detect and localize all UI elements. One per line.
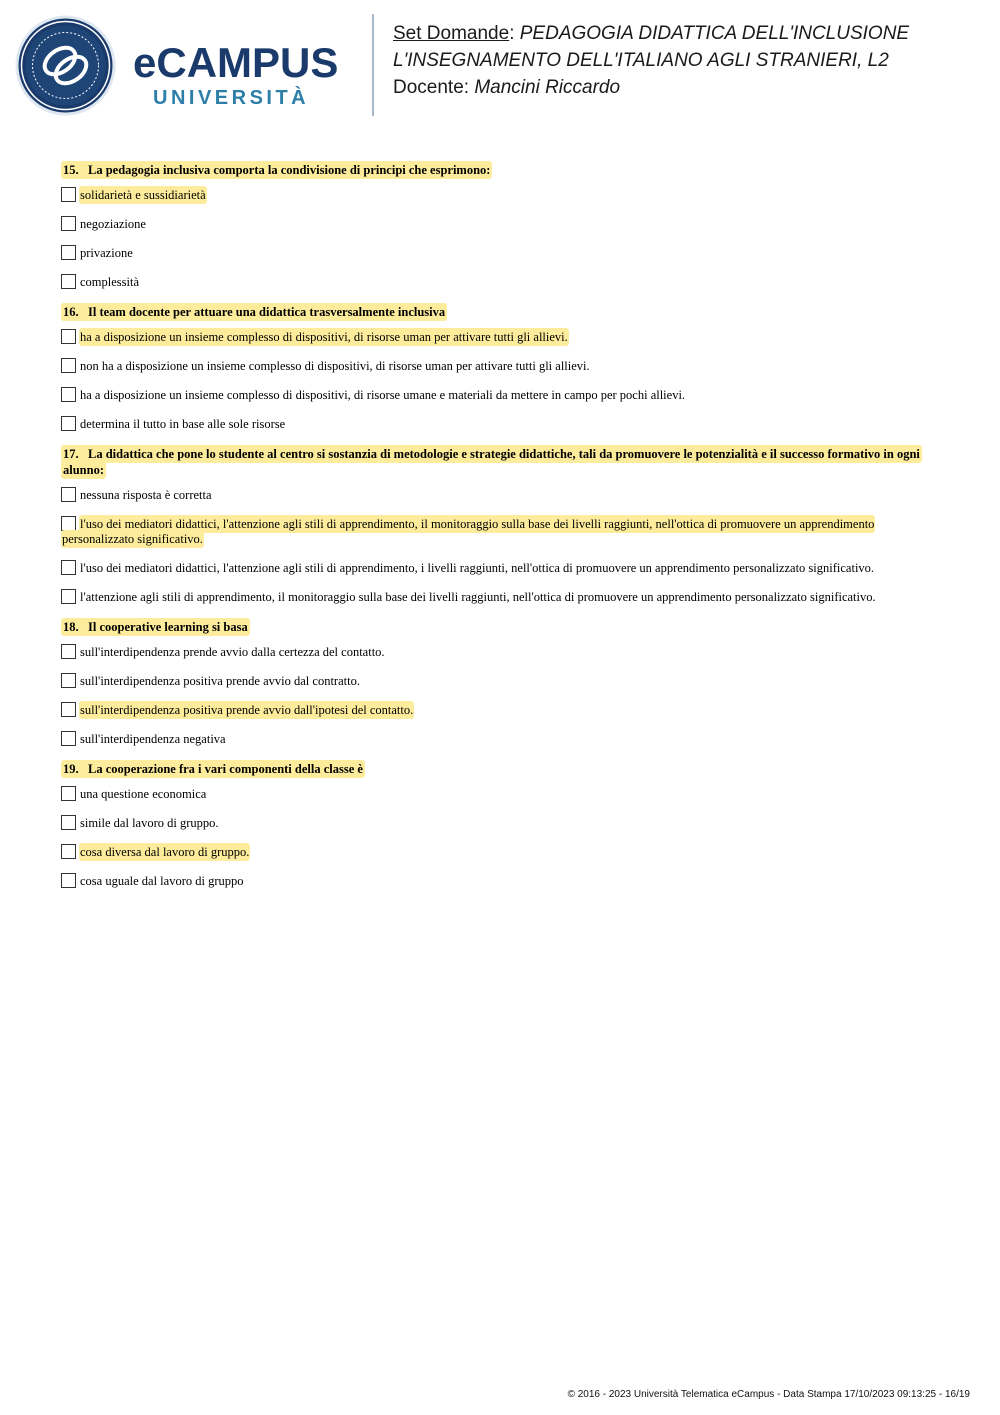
answer-option	[61, 358, 941, 374]
question-text	[61, 445, 922, 479]
answer-checkbox[interactable]	[61, 487, 76, 502]
answer-checkbox[interactable]	[61, 731, 76, 746]
question-text	[61, 161, 492, 179]
teacher-line	[393, 74, 993, 101]
answer-text: sull'interdipendenza prende avvio dalla certezza del contatto.	[80, 645, 385, 659]
answer-option	[61, 516, 941, 547]
set-title: PEDAGOGIA DIDATTICA DELL'INCLUSIONE	[519, 23, 910, 44]
question-number: 17.	[63, 447, 79, 461]
answer-option	[61, 589, 941, 605]
answer-option	[61, 702, 941, 718]
question-text	[61, 760, 365, 778]
question-block	[61, 162, 941, 290]
set-label: Set Domande	[393, 23, 510, 44]
question-heading	[61, 304, 941, 320]
answer-text: cosa uguale dal lavoro di gruppo	[80, 874, 244, 888]
header-info	[393, 20, 993, 101]
answer-option	[61, 274, 941, 290]
answer-text: l'attenzione agli stili di apprendimento, il monitoraggio sulla base dei livelli raggiunti, nell'ottica di promuovere un apprendimento personalizzato significativo.	[80, 590, 876, 604]
brand-subtitle: UNIVERSITÀ	[153, 87, 310, 109]
answer-checkbox[interactable]	[61, 187, 76, 202]
answer-checkbox[interactable]	[61, 516, 76, 531]
answer-option	[61, 786, 941, 802]
question-block	[61, 446, 941, 605]
question-number: 18.	[63, 620, 79, 634]
answer-checkbox[interactable]	[61, 786, 76, 801]
question-label: La pedagogia inclusiva comporta la condivisione di principi che esprimono:	[88, 163, 491, 177]
question-label: Il cooperative learning si basa	[88, 620, 248, 634]
answer-checkbox[interactable]	[61, 873, 76, 888]
answer-checkbox[interactable]	[61, 673, 76, 688]
answer-text: complessità	[80, 275, 140, 289]
answer-text: negoziazione	[80, 217, 146, 231]
question-block	[61, 761, 941, 889]
question-block	[61, 619, 941, 747]
answer-checkbox[interactable]	[61, 702, 76, 717]
answer-checkbox[interactable]	[61, 216, 76, 231]
answer-option	[61, 487, 941, 503]
answer-text: determina il tutto in base alle sole risorse	[80, 417, 286, 431]
question-heading	[61, 446, 941, 478]
answer-checkbox[interactable]	[61, 815, 76, 830]
question-label: La cooperazione fra i vari componenti della classe è	[88, 762, 363, 776]
answer-text-correct: solidarietà e sussidiarietà	[80, 188, 206, 202]
answer-option	[61, 329, 941, 345]
header-divider	[372, 14, 374, 116]
answer-text: l'uso dei mediatori didattici, l'attenzione agli stili di apprendimento, i livelli raggiunti, nell'ottica di promuovere un apprendimento personalizzato significativo.	[80, 561, 875, 575]
question-heading	[61, 619, 941, 635]
answer-text: ha a disposizione un insieme complesso di dispositivi, di risorse umane e materiali da mettere in campo per pochi allievi.	[80, 388, 686, 402]
answer-option	[61, 245, 941, 261]
teacher-label: Docente:	[393, 77, 470, 98]
answer-text-correct: cosa diversa dal lavoro di gruppo.	[80, 845, 250, 859]
answer-checkbox[interactable]	[61, 358, 76, 373]
answer-text: nessuna risposta è corretta	[80, 488, 212, 502]
question-heading	[61, 162, 941, 178]
answer-checkbox[interactable]	[61, 844, 76, 859]
answer-text: sull'interdipendenza positiva prende avvio dal contratto.	[80, 674, 360, 688]
question-text	[61, 618, 250, 636]
question-text	[61, 303, 447, 321]
set-subtitle: L'INSEGNAMENTO DELL'ITALIANO AGLI STRANIERI, L2	[393, 50, 889, 71]
page-header	[0, 0, 1000, 130]
answer-option	[61, 815, 941, 831]
answer-option	[61, 387, 941, 403]
answer-option	[61, 844, 941, 860]
brand-name: eCAMPUS	[133, 39, 339, 86]
set-line: Set Domande: PEDAGOGIA DIDATTICA DELL'INCLUSIONE	[393, 23, 910, 44]
question-number: 19.	[63, 762, 79, 776]
answer-checkbox[interactable]	[61, 274, 76, 289]
question-number: 15.	[63, 163, 79, 177]
answer-option	[61, 187, 941, 203]
answer-text: non ha a disposizione un insieme complesso di dispositivi, di risorse uman per attivare tutti gli allievi.	[80, 359, 590, 373]
answer-option	[61, 731, 941, 747]
set-subtitle-line	[393, 47, 993, 74]
question-label: La didattica che pone lo studente al centro si sostanzia di metodologie e strategie didattiche, tali da promuovere le potenzialità e il successo formativo in ogni alunno:	[63, 447, 920, 477]
answer-option	[61, 873, 941, 889]
question-list	[61, 162, 941, 903]
answer-option	[61, 673, 941, 689]
question-block	[61, 304, 941, 432]
question-number: 16.	[63, 305, 79, 319]
answer-text-correct: ha a disposizione un insieme complesso di dispositivi, di risorse uman per attivare tutti gli allievi.	[80, 330, 568, 344]
answer-option	[61, 560, 941, 576]
teacher-name: Mancini Riccardo	[474, 77, 621, 98]
answer-checkbox[interactable]	[61, 644, 76, 659]
answer-checkbox[interactable]	[61, 560, 76, 575]
answer-text: sull'interdipendenza negativa	[80, 732, 226, 746]
answer-text: una questione economica	[80, 787, 207, 801]
ecampus-wordmark	[133, 40, 358, 115]
answer-option	[61, 416, 941, 432]
question-heading	[61, 761, 941, 777]
answer-text: simile dal lavoro di gruppo.	[80, 816, 219, 830]
answer-option	[61, 216, 941, 232]
answer-text-correct: l'uso dei mediatori didattici, l'attenzione agli stili di apprendimento, il monitoraggio sulla base dei livelli raggiunti, nell'ottica di promuovere un apprendimento personalizzato significativo.	[62, 517, 875, 546]
ecampus-seal-logo	[15, 15, 116, 116]
answer-checkbox[interactable]	[61, 416, 76, 431]
answer-checkbox[interactable]	[61, 329, 76, 344]
answer-option	[61, 644, 941, 660]
answer-text: privazione	[80, 246, 133, 260]
page-footer: © 2016 - 2023 Università Telematica eCampus - Data Stampa 17/10/2023 09:13:25 - 16/19	[567, 1389, 970, 1400]
answer-checkbox[interactable]	[61, 387, 76, 402]
answer-text-correct: sull'interdipendenza positiva prende avvio dall'ipotesi del contatto.	[80, 703, 414, 717]
answer-checkbox[interactable]	[61, 589, 76, 604]
question-label: Il team docente per attuare una didattica trasversalmente inclusiva	[88, 305, 446, 319]
answer-checkbox[interactable]	[61, 245, 76, 260]
